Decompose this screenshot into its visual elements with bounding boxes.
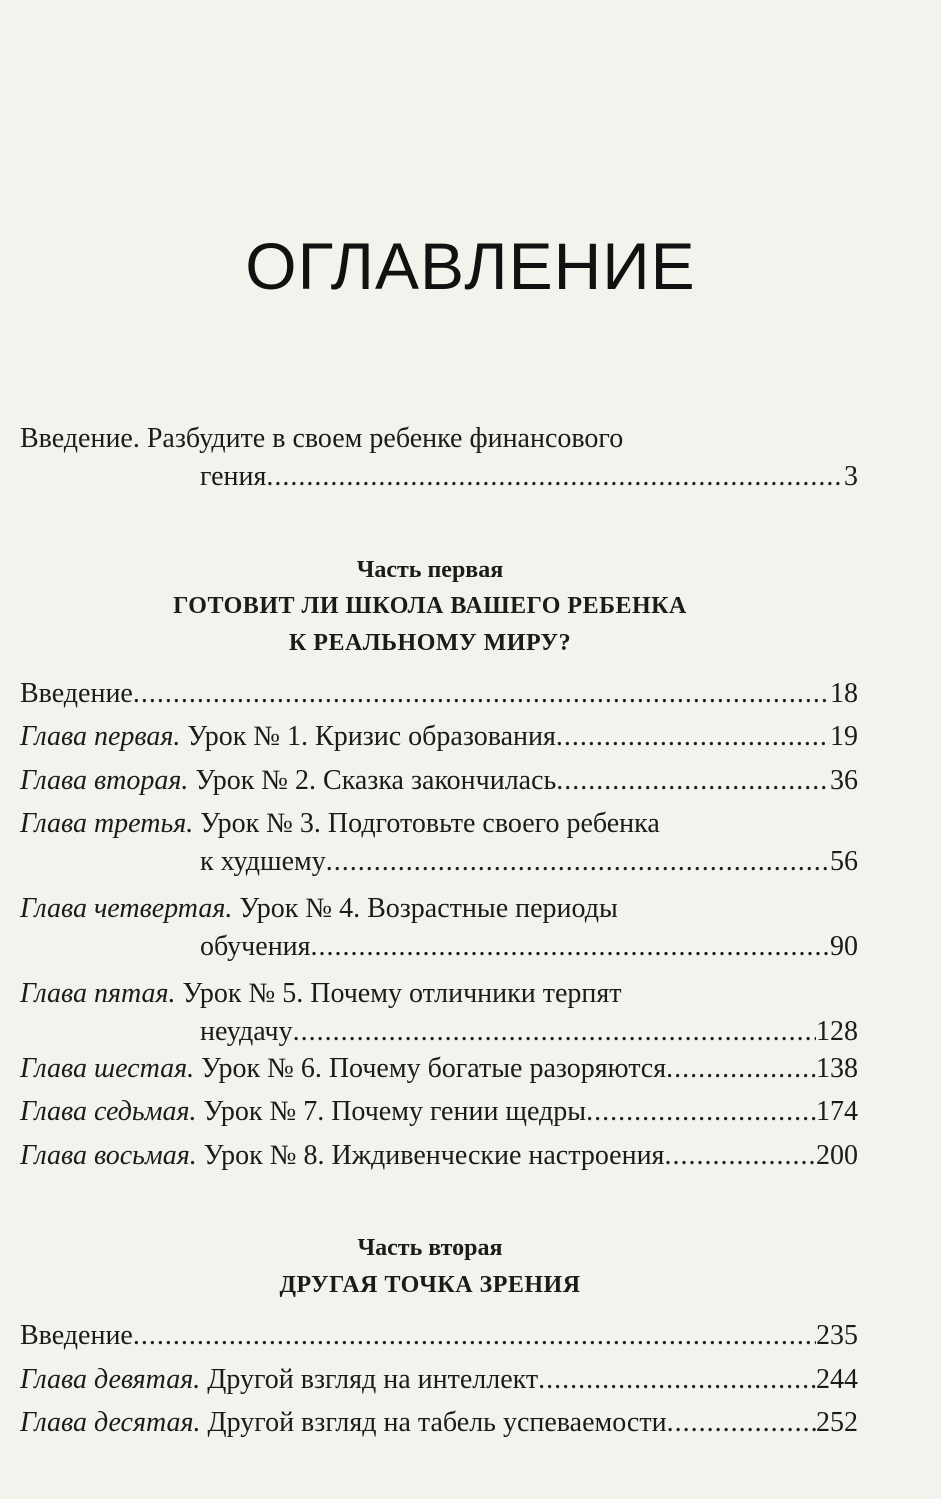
toc-page-number: 244 (816, 1364, 858, 1395)
toc-page-number: 3 (844, 461, 858, 492)
chapter-label: Глава пятая. (20, 978, 176, 1009)
toc-entry (20, 1137, 858, 1175)
toc-entry-text: Урок № 4. Возрастные периоды (232, 893, 618, 924)
toc-entry (20, 718, 858, 756)
chapter-label: Глава десятая. (20, 1407, 201, 1438)
toc-entry (20, 1361, 858, 1399)
chapter-label: Глава вторая. (20, 765, 189, 796)
toc-entry-line (20, 718, 858, 756)
chapter-label: Глава шестая. (20, 1053, 195, 1084)
toc-entry-text: неудачу (200, 1016, 293, 1047)
toc-entry-text: Другой взгляд на интеллект (200, 1364, 539, 1395)
toc-page-number: 56 (830, 846, 858, 877)
chapter-label: Глава седьмая. (20, 1096, 197, 1127)
toc-entry-text: Урок № 5. Почему отличники терпят (175, 978, 622, 1009)
toc-entry (20, 975, 858, 1051)
toc-entry-text: Урок № 1. Кризис образования (180, 721, 556, 752)
toc-entry-line (20, 975, 858, 1013)
leader-dots (326, 843, 830, 881)
toc-page-number: 174 (816, 1096, 858, 1127)
toc-entry (20, 1317, 858, 1355)
toc-page-number: 138 (816, 1053, 858, 1084)
toc-entry-text: Урок № 7. Почему гении щедры (196, 1096, 587, 1127)
toc-page-number: 128 (816, 1016, 858, 1047)
part-title: ДРУГАЯ ТОЧКА ЗРЕНИЯ (279, 1272, 581, 1298)
toc-entry-continuation (20, 1013, 858, 1051)
leader-dots (586, 1093, 816, 1131)
toc-entry-continuation (20, 458, 858, 496)
toc-entry (20, 1050, 858, 1088)
toc-entry (20, 1404, 858, 1442)
toc-entry-line (20, 1317, 858, 1355)
toc-page-number: 200 (816, 1140, 858, 1171)
toc-page-number: 19 (830, 721, 858, 752)
toc-entry-line (20, 1093, 858, 1131)
chapter-label: Глава восьмая. (20, 1140, 197, 1171)
toc-entry (20, 762, 858, 800)
part-label: Часть вторая (357, 1235, 503, 1261)
toc-entry-intro (20, 420, 858, 496)
toc-page-number: 18 (830, 678, 858, 709)
leader-dots (664, 1137, 816, 1175)
toc-entry-line (20, 1361, 858, 1399)
part-label: Часть первая (356, 557, 504, 583)
toc-entry-line (20, 890, 858, 928)
toc-entry-text: Другой взгляд на табель успеваемости (200, 1407, 667, 1438)
chapter-label: Глава четвертая. (20, 893, 233, 924)
toc-entry (20, 805, 858, 881)
part-title: К РЕАЛЬНОМУ МИРУ? (288, 630, 572, 656)
toc-entry-text: Урок № 2. Сказка закончилась (188, 765, 557, 796)
toc-entry-continuation (20, 928, 858, 966)
leader-dots (538, 1361, 816, 1399)
leader-dots (556, 718, 830, 756)
leader-dots (133, 675, 830, 713)
part-title: ГОТОВИТ ЛИ ШКОЛА ВАШЕГО РЕБЕНКА (173, 593, 687, 619)
toc-entry-text: Урок № 6. Почему богатые разоряются (194, 1053, 667, 1084)
leader-dots (266, 458, 844, 496)
toc-entry-line (20, 762, 858, 800)
leader-dots (667, 1404, 816, 1442)
toc-entry (20, 675, 858, 713)
leader-dots (311, 928, 830, 966)
leader-dots (666, 1050, 816, 1088)
toc-entry-line (20, 1404, 858, 1442)
toc-entry-text: Урок № 3. Подготовьте своего ребенка (193, 808, 660, 839)
chapter-label: Глава третья. (20, 808, 194, 839)
toc-entry (20, 890, 858, 966)
leader-dots (293, 1013, 816, 1051)
toc-entry-line (20, 675, 858, 713)
toc-entry-line (20, 805, 858, 843)
toc-entry-line (20, 1050, 858, 1088)
chapter-label: Глава девятая. (20, 1364, 201, 1395)
toc-page-number: 252 (816, 1407, 858, 1438)
chapter-label: Глава первая. (20, 721, 181, 752)
toc-entry-text: гения (200, 461, 267, 492)
toc-entry-text: Введение (20, 1320, 133, 1351)
toc-entry-text: обучения (200, 931, 311, 962)
toc-page-number: 235 (816, 1320, 858, 1351)
toc-page-number: 90 (830, 931, 858, 962)
leader-dots (556, 762, 830, 800)
toc-entry-text: Введение (20, 678, 133, 709)
toc-entry-text: к худшему (200, 846, 326, 877)
toc-entry-text: Введение. Разбудите в своем ребенке финансового (20, 423, 624, 454)
toc-page-number: 36 (830, 765, 858, 796)
leader-dots (133, 1317, 816, 1355)
toc-entry-text: Урок № 8. Иждивенческие настроения (196, 1140, 665, 1171)
page-title: ОГЛАВЛЕНИЕ (245, 229, 696, 303)
toc-entry-line (20, 1137, 858, 1175)
toc-entry (20, 1093, 858, 1131)
toc-entry-continuation (20, 843, 858, 881)
